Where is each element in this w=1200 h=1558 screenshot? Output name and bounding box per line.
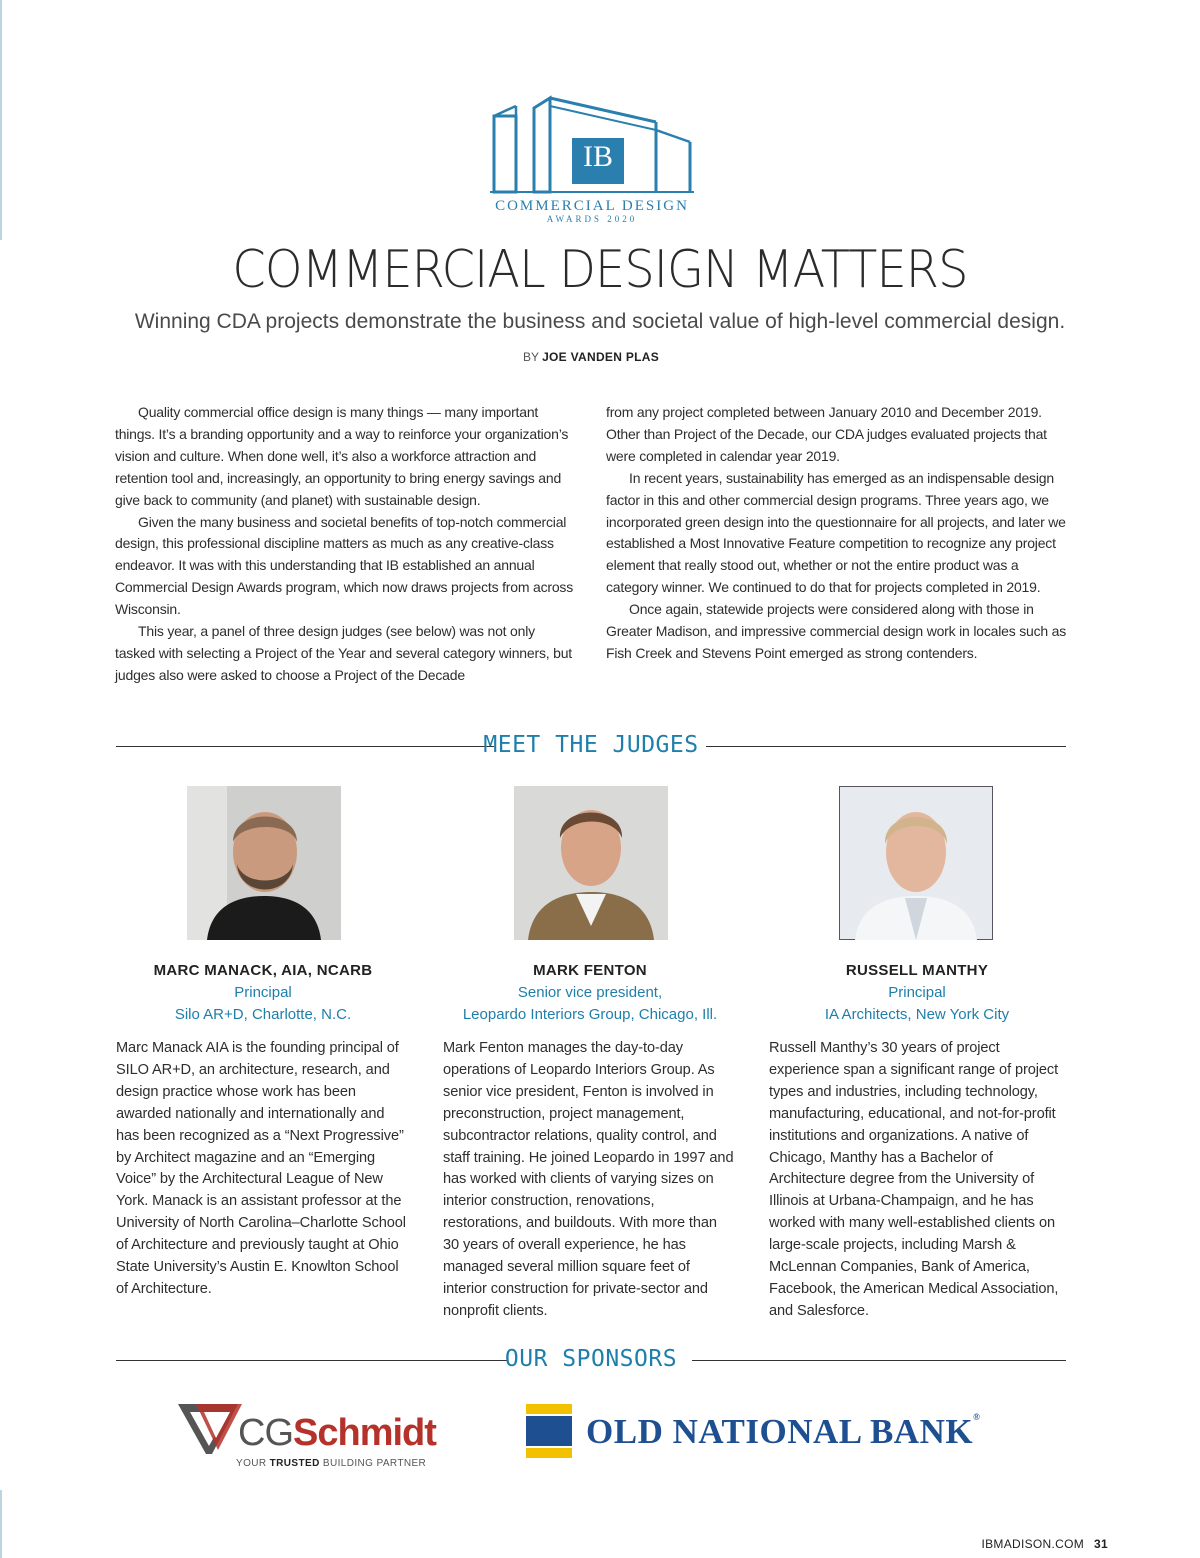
article-paragraph: Once again, statewide projects were considered along with those in Greater Madison, and impressive commercial design work in locales such as Fish Creek and Stevens Point emerged as strong contenders. (606, 601, 1067, 661)
judge-bio: Marc Manack AIA is the founding principal of SILO AR+D, an architecture, research, and design practice whose work has been awarded nationally and internationally and has been recognized as a “Next Progressive” by Architect magazine and an “Emerging Voice” by the Architectural League of New York. Manack is an assistant professor at the University of North Carolina–Charlotte School of Architecture and previously taught at Ohio State University’s Austin E. Knowlton School of Architecture. (116, 1040, 406, 1297)
judge-bio: Mark Fenton manages the day-to-day operations of Leopardo Interiors Group. As senior vice president, Fenton is involved in preconstruction, project management, subcontractor relations, quality control, and staff training. He joined Leopardo in 1997 and has worked with clients of varying sizes on interior construction, renovations, restorations, and buildouts. With more than 30 years of overall experience, he has managed several million square feet of interior construction for private-sector and nonprofit clients. (443, 1040, 734, 1319)
judge-firm: IA Architects, New York City (824, 1006, 1010, 1023)
judge-name: RUSSELL MANTHY (845, 962, 989, 979)
page-edge-line (0, 1490, 2, 1558)
byline (0, 350, 1182, 364)
page-subtitle: Winning CDA projects demonstrate the business and societal value of high-level commercial design. (134, 310, 1066, 333)
sponsors-section-header (116, 1346, 1066, 1376)
onb-registered-mark: ® (973, 1412, 981, 1422)
judge-firm: Silo AR+D, Charlotte, N.C. (174, 1006, 352, 1023)
judge-photo (514, 786, 668, 940)
byline-prefix: BY (522, 350, 539, 364)
judge-bio: Russell Manthy’s 30 years of project experience span a significant range of project types and industries, including technology, manufacturing, educational, and not-for-profit institutions and organizations. A native of Chicago, Manthy has a Bachelor of Architecture degree from the University of Illinois at Urbana-Champaign, and he has worked with many well-established clients on large-scale projects, including Marsh & McLennan Companies, Bank of America, Facebook, the American Medical Association, and Salesforce. (769, 1040, 1059, 1319)
cg-chevron-icon (178, 1398, 242, 1458)
article-column-right (606, 402, 1068, 665)
cg-tag-pre: YOUR (236, 1458, 270, 1469)
judge-role: Principal (234, 984, 292, 1001)
ib-cda-logo (486, 92, 698, 228)
article-paragraph: from any project completed between January 2010 and December 2019. Other than Project of the Decade, our CDA judges evaluated projects that were completed in calendar year 2019. (606, 404, 1047, 464)
judge-firm: Leopardo Interiors Group, Chicago, Ill. (462, 1006, 718, 1023)
judges-section-header (116, 732, 1066, 762)
logo-initials: IB (583, 140, 613, 173)
page-footer (981, 1537, 1108, 1551)
old-national-bank-logo (526, 1404, 1006, 1464)
article-paragraph: This year, a panel of three design judges (see below) was not only tasked with selecting a Project of the Year and several category winners, but judges also were asked to choose a Project of the Decade (115, 623, 572, 683)
cg-part-2: Schmidt (293, 1412, 436, 1454)
judge-name: MARK FENTON (533, 962, 647, 979)
judge-name: MARC MANACK, AIA, NCARB (153, 962, 373, 979)
page-number: 31 (1094, 1537, 1108, 1551)
onb-name-text: OLD NATIONAL BANK (586, 1412, 974, 1451)
cg-tag-bold: TRUSTED (269, 1458, 320, 1469)
onb-flag-icon (526, 1404, 572, 1458)
article-paragraph: Given the many business and societal benefits of top-notch commercial design, this professional discipline matters as much as any creative-class endeavor. It was with this understanding that IB established an annual Commercial Design Awards program, which now draws projects from across Wisconsin. (115, 513, 574, 618)
byline-author: JOE VANDEN PLAS (542, 350, 660, 364)
article-column-left (115, 402, 577, 687)
cg-part-1: CG (238, 1412, 293, 1454)
section-title: OUR SPONSORS (504, 1346, 678, 1372)
judge-role: Senior vice president, (517, 984, 663, 1001)
page-edge-line (0, 0, 2, 240)
cg-tagline (236, 1458, 426, 1469)
onb-name (586, 1412, 980, 1452)
page-title: COMMERCIAL DESIGN MATTERS (232, 240, 968, 300)
cg-schmidt-logo (178, 1398, 454, 1470)
judge-photo (839, 786, 993, 940)
judge-role: Principal (888, 984, 946, 1001)
logo-line-2: AWARDS 2020 (546, 214, 638, 224)
judge-photo (187, 786, 341, 940)
section-title: MEET THE JUDGES (483, 732, 699, 758)
cg-schmidt-name (238, 1412, 436, 1455)
footer-site: IBMADISON.COM (981, 1537, 1085, 1551)
article-paragraph: In recent years, sustainability has emerged as an indispensable design factor in this and other commercial design programs. Three years ago, we incorporated green design into the questionnaire for all projects, and later we established a Most Innovative Feature competition to recognize any project element that really stood out, whether or not the entire product was a category winner. We continued to do that for projects completed in 2019. (606, 469, 1066, 596)
logo-line-1: COMMERCIAL DESIGN (495, 198, 689, 214)
article-paragraph: Quality commercial office design is many things — many important things. It’s a branding opportunity and a way to reinforce your organization’s vision and culture. When done well, it’s also a workforce attraction and retention tool and, increasingly, an opportunity to bring energy savings and give back to community (and planet) with sustainable design. (115, 404, 569, 508)
cg-tag-post: BUILDING PARTNER (319, 1458, 427, 1469)
